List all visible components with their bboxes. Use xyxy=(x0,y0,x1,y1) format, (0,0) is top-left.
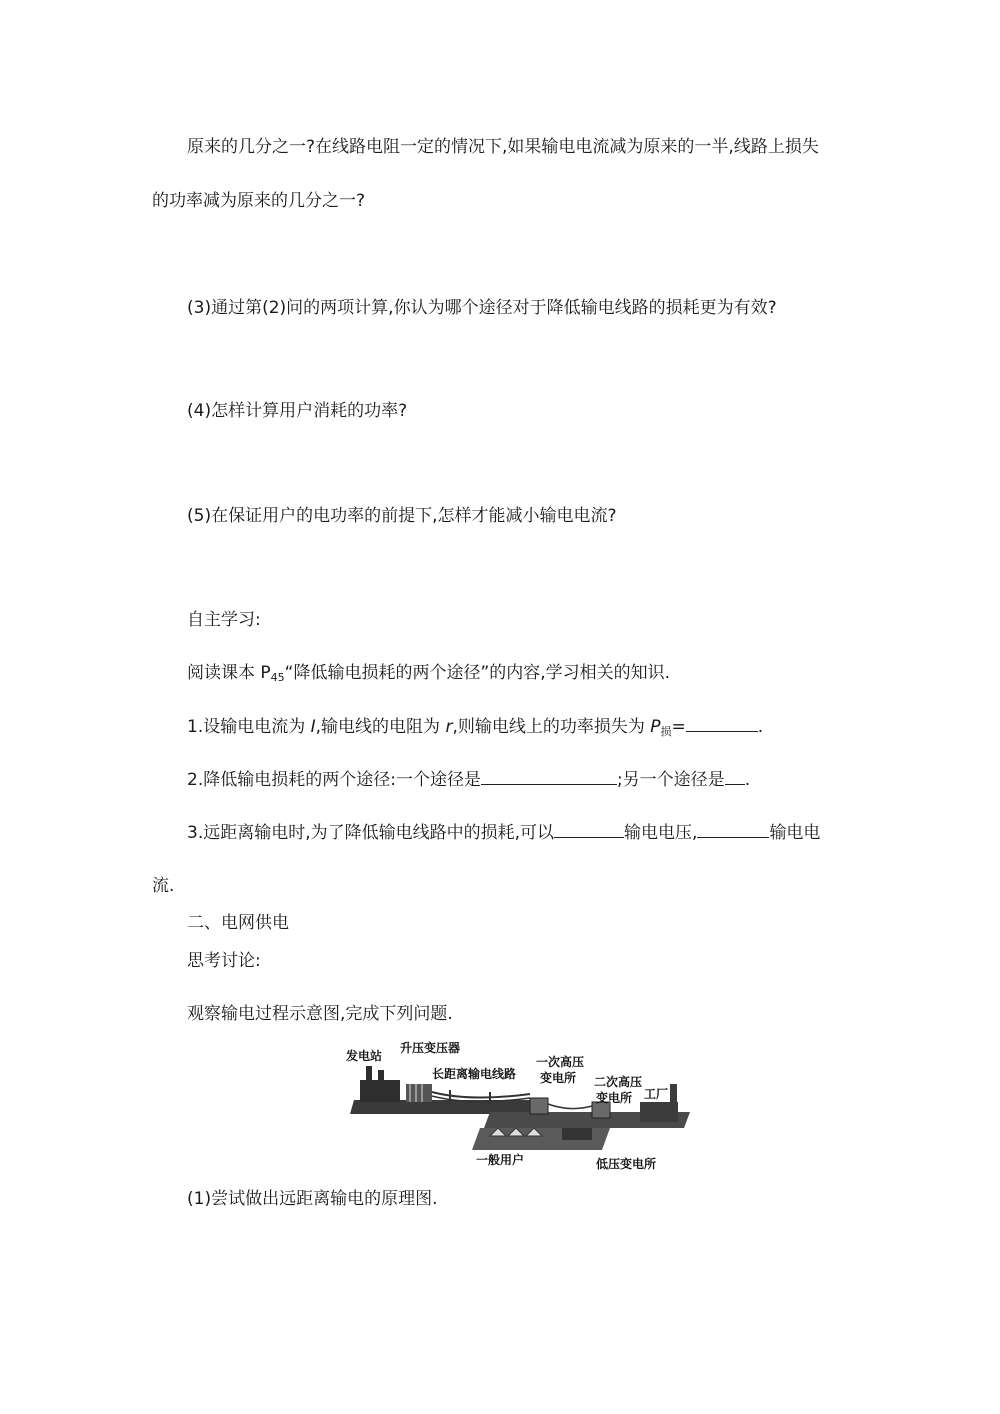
observe-instruction: 观察输电过程示意图,完成下列问题. xyxy=(187,1004,453,1024)
item-3-text: 输电电压, xyxy=(624,823,698,843)
item-2 xyxy=(187,768,750,791)
station-ground xyxy=(350,1100,540,1114)
label-step-up-transformer: 升压变压器 xyxy=(400,1041,461,1055)
label-secondary-substation: 变电所 xyxy=(596,1091,633,1105)
page-subscript: 45 xyxy=(270,671,285,684)
primary-substation xyxy=(530,1098,548,1114)
paragraph-line: 的功率减为原来的几分之一? xyxy=(152,191,366,211)
item-1-text: 1.设输电电流为 xyxy=(187,717,311,737)
answer-blank[interactable] xyxy=(725,768,745,785)
question-3: (3)通过第(2)问的两项计算,你认为哪个途径对于降低输电线路的损耗更为有效? xyxy=(187,298,777,318)
chimney xyxy=(378,1070,384,1082)
symbol-P: P xyxy=(650,717,661,737)
item-2-text: ;另一个途径是 xyxy=(616,770,725,790)
transmission-illustration xyxy=(340,1040,700,1170)
item-3-text: 输电电 xyxy=(769,823,821,843)
item-3-text: 3.远距离输电时,为了降低输电线路中的损耗,可以 xyxy=(187,823,555,843)
answer-blank[interactable] xyxy=(554,821,624,838)
reading-instruction xyxy=(187,662,670,689)
item-1 xyxy=(187,715,763,743)
discussion-heading: 思考讨论: xyxy=(187,951,261,971)
equals-sign: = xyxy=(671,717,686,737)
answer-blank[interactable] xyxy=(697,821,769,838)
item-2-text: 2.降低输电损耗的两个途径:一个途径是 xyxy=(187,770,481,790)
chimney xyxy=(366,1066,372,1082)
label-power-station: 发电站 xyxy=(346,1049,383,1063)
low-voltage-substation xyxy=(562,1128,592,1140)
answer-blank[interactable] xyxy=(481,768,617,785)
reading-text-a: 阅读课本 P xyxy=(187,663,271,683)
label-secondary-substation: 二次高压 xyxy=(594,1075,643,1089)
label-primary-substation: 一次高压 xyxy=(536,1055,585,1069)
factory xyxy=(640,1102,678,1122)
label-general-users: 一般用户 xyxy=(476,1153,525,1167)
section-heading: 二、电网供电 xyxy=(187,913,289,933)
period: . xyxy=(757,717,764,737)
reading-text-b: “降低输电损耗的两个途径”的内容,学习相关的知识. xyxy=(284,663,671,683)
item-1-text: ,则输电线上的功率损失为 xyxy=(452,717,651,737)
power-transmission-diagram xyxy=(340,1040,700,1170)
item-3-continuation: 流. xyxy=(152,876,175,896)
factory-chimney xyxy=(670,1084,677,1104)
question-1-diagram: (1)尝试做出远距离输电的原理图. xyxy=(187,1189,438,1209)
power-station xyxy=(360,1080,400,1102)
self-study-heading: 自主学习: xyxy=(187,610,261,630)
paragraph-line: 原来的几分之一?在线路电阻一定的情况下,如果输电电流减为原来的一半,线路上损失 xyxy=(187,137,819,157)
period: . xyxy=(744,770,751,790)
label-primary-substation: 变电所 xyxy=(540,1071,577,1085)
label-transmission-line: 长距离输电线路 xyxy=(432,1067,517,1081)
symbol-P-subscript: 损 xyxy=(660,725,672,738)
answer-blank[interactable] xyxy=(686,715,758,732)
item-3 xyxy=(187,821,820,844)
item-1-text: ,输电线的电阻为 xyxy=(315,717,446,737)
label-low-voltage-substation: 低压变电所 xyxy=(596,1157,657,1170)
symbol-I: I xyxy=(310,717,316,737)
symbol-r: r xyxy=(445,717,453,737)
label-factory: 工厂 xyxy=(644,1087,669,1101)
question-5: (5)在保证用户的电功率的前提下,怎样才能减小输电电流? xyxy=(187,506,617,526)
question-4: (4)怎样计算用户消耗的功率? xyxy=(187,401,408,421)
transmission-line xyxy=(432,1092,530,1098)
